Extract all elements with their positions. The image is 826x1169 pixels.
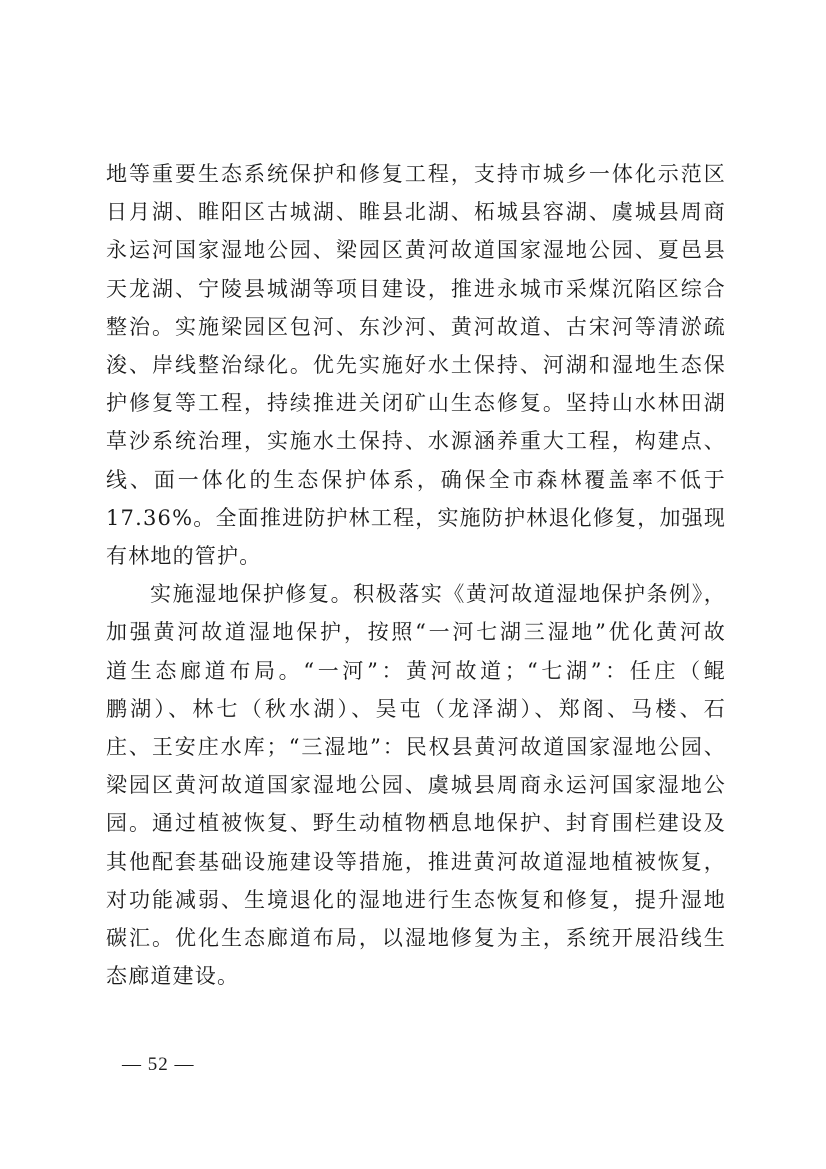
text-line: 17.36%。全面推进防护林工程，实施防护林退化修复，加强现 xyxy=(106,505,727,530)
text-line: 地等重要生态系统保护和修复工程，支持市城乡一体化示范区 xyxy=(106,162,726,186)
text-line: 碳汇。优化生态廊道布局，以湿地修复为主，系统开展沿线生 xyxy=(106,926,726,951)
text-line: 有林地的管护。 xyxy=(106,544,262,569)
text-line: 梁园区黄河故道国家湿地公园、虞城县周商永运河国家湿地公 xyxy=(106,773,726,798)
text-line: 对功能减弱、生境退化的湿地进行生态恢复和修复，提升湿地 xyxy=(106,887,726,912)
text-line: 其他配套基础设施建设等措施，推进黄河故道湿地植被恢复， xyxy=(106,849,726,874)
text-line: 加强黄河故道湿地保护，按照“一河七湖三湿地”优化黄河故 xyxy=(106,620,726,645)
text-line: 庄、王安庄水库；“三湿地”：民权县黄河故道国家湿地公园、 xyxy=(106,735,726,760)
text-line: 浚、岸线整治绿化。优先实施好水土保持、河湖和湿地生态保 xyxy=(106,353,726,378)
text-line: 实施湿地保护修复。积极落实《黄河故道湿地保护条例》， xyxy=(150,582,726,607)
text-line: 线、面一体化的生态保护体系，确保全市森林覆盖率不低于 xyxy=(106,467,726,492)
text-line: 态廊道建设。 xyxy=(106,964,240,989)
page-number: — 52 — xyxy=(122,1054,195,1075)
paragraph-wetland-protection xyxy=(106,575,726,995)
paragraph-ecosystem-restoration xyxy=(106,155,726,575)
text-line: 永运河国家湿地公园、梁园区黄河故道国家湿地公园、夏邑县 xyxy=(106,238,726,263)
text-line: 草沙系统治理，实施水土保持、水源涵养重大工程，构建点、 xyxy=(106,429,726,454)
text-line: 道生态廊道布局。“一河”：黄河故道；“七湖”：任庄（鲲 xyxy=(106,658,726,683)
text-line: 护修复等工程，持续推进关闭矿山生态修复。坚持山水林田湖 xyxy=(106,391,726,416)
text-line: 整治。实施梁园区包河、东沙河、黄河故道、古宋河等清淤疏 xyxy=(106,314,726,339)
text-line: 园。通过植被恢复、野生动植物栖息地保护、封育围栏建设及 xyxy=(106,811,726,836)
text-line: 鹏湖）、林七（秋水湖）、吴屯（龙泽湖）、郑阁、马楼、石 xyxy=(106,696,726,721)
text-line: 日月湖、睢阳区古城湖、睢县北湖、柘城县容湖、虞城县周商 xyxy=(106,200,726,225)
text-line: 天龙湖、宁陵县城湖等项目建设，推进永城市采煤沉陷区综合 xyxy=(106,276,726,301)
body-text xyxy=(106,155,726,995)
